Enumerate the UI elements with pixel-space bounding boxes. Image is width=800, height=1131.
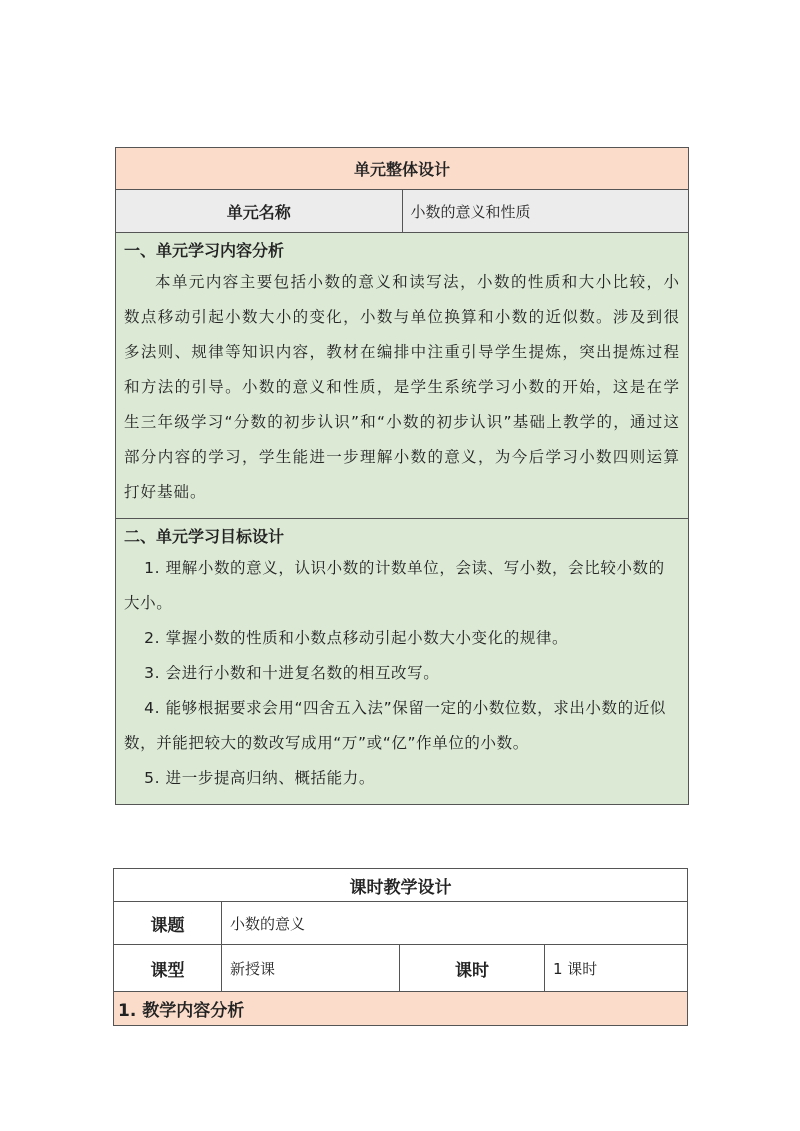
topic-label: 课题 [114, 902, 222, 945]
unit-name-label: 单元名称 [116, 190, 403, 233]
unit-design-table [115, 147, 689, 805]
goal-item: 2. 掌握小数的性质和小数点移动引起小数大小变化的规律。 [144, 629, 569, 647]
unit-design-title: 单元整体设计 [116, 148, 689, 190]
learning-goals-heading: 二、单元学习目标设计 [124, 527, 285, 546]
lesson-type-label: 课型 [114, 945, 222, 992]
lesson-design-title: 课时教学设计 [114, 869, 688, 902]
goal-item: 3. 会进行小数和十进复名数的相互改写。 [144, 664, 440, 682]
content-analysis-heading-lesson: 1. 教学内容分析 [114, 992, 688, 1026]
learning-goals-section [116, 519, 689, 805]
period-value: 1 课时 [545, 945, 688, 992]
content-analysis-text: 本单元内容主要包括小数的意义和读写法，小数的性质和大小比较，小数点移动引起小数大小的变化，小数与单位换算和小数的近似数。涉及到很多法则、规律等知识内容，教材在编排中注重引导学生提炼，突出提炼过程和方法的引导。小数的意义和性质，是学生系统学习小数的开始，这是在学生三年级学习“分数的初步认识”和“小数的初步认识”基础上教学的，通过这部分内容的学习，学生能进一步理解小数的意义，为今后学习小数四则运算打好基础。 [124, 273, 680, 501]
unit-name-value: 小数的意义和性质 [402, 190, 689, 233]
goal-item: 1. 理解小数的意义，认识小数的计数单位，会读、写小数，会比较小数的大小。 [124, 559, 665, 612]
goal-item: 4. 能够根据要求会用“四舍五入法”保留一定的小数位数，求出小数的近似数，并能把较大的数改写成用“万”或“亿”作单位的小数。 [124, 699, 666, 752]
goal-item: 5. 进一步提高归纳、概括能力。 [144, 769, 375, 787]
content-analysis-heading: 一、单元学习内容分析 [124, 241, 285, 260]
lesson-type-value: 新授课 [222, 945, 400, 992]
lesson-design-table [113, 868, 688, 1026]
content-analysis-section [116, 233, 689, 519]
period-label: 课时 [400, 945, 545, 992]
topic-value: 小数的意义 [222, 902, 688, 945]
